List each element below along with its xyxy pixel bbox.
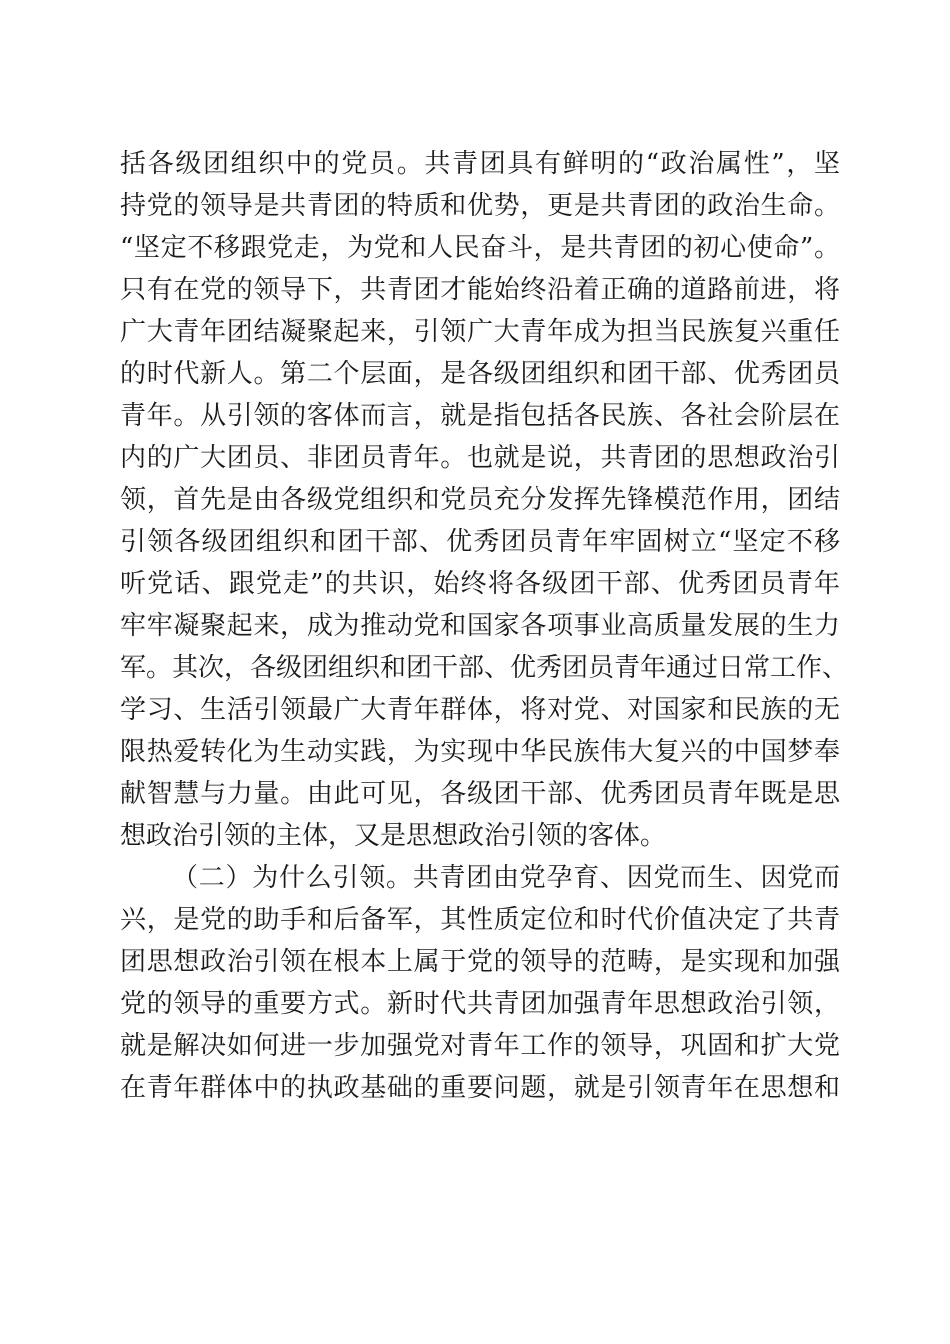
text-line: 广大青年团结凝聚起来，引领广大青年成为担当民族复兴重任 [120, 317, 840, 347]
text-line: 献智慧与力量。由此可见，各级团干部、优秀团员青年既是思 [120, 779, 840, 809]
text-line: 军。其次，各级团组织和团干部、优秀团员青年通过日常工作、 [120, 653, 849, 683]
text-line: “坚定不移跟党走，为党和人民奋斗，是共青团的初心使命”。 [120, 233, 840, 263]
text-line: 青年。从引领的客体而言，就是指包括各民族、各社会阶层在 [120, 401, 840, 431]
text-line: 持党的领导是共青团的特质和优势，更是共青团的政治生命。 [120, 191, 840, 221]
text-line: 领，首先是由各级党组织和党员充分发挥先锋模范作用，团结 [120, 485, 840, 515]
text-line: 限热爱转化为生动实践，为实现中华民族伟大复兴的中国梦奉 [120, 737, 840, 767]
text-line: 的时代新人。第二个层面，是各级团组织和团干部、优秀团员 [120, 359, 840, 389]
text-line: 想政治引领的主体，又是思想政治引领的客体。 [120, 821, 667, 851]
text-line: 引领各级团组织和团干部、优秀团员青年牢固树立“坚定不移 [120, 527, 840, 557]
text-line: 团思想政治引领在根本上属于党的领导的范畴，是实现和加强 [120, 947, 840, 977]
section-heading-line: （二）为什么引领。共青团由党孕育、因党而生、因党而 [172, 863, 840, 893]
text-line: 括各级团组织中的党员。共青团具有鲜明的“政治属性”，坚 [120, 149, 840, 179]
text-line: 听党话、跟党走”的共识，始终将各级团干部、优秀团员青年 [120, 569, 840, 599]
text-line: 内的广大团员、非团员青年。也就是说，共青团的思想政治引 [120, 443, 840, 473]
text-line: 兴，是党的助手和后备军，其性质定位和时代价值决定了共青 [120, 905, 840, 935]
text-line: 在青年群体中的执政基础的重要问题，就是引领青年在思想和 [120, 1073, 840, 1103]
text-line: 学习、生活引领最广大青年群体，将对党、对国家和民族的无 [120, 695, 840, 725]
text-line: 就是解决如何进一步加强党对青年工作的领导，巩固和扩大党 [120, 1031, 840, 1061]
text-line: 党的领导的重要方式。新时代共青团加强青年思想政治引领， [120, 989, 840, 1019]
text-line: 牢牢凝聚起来，成为推动党和国家各项事业高质量发展的生力 [120, 611, 840, 641]
text-line: 只有在党的领导下，共青团才能始终沿着正确的道路前进，将 [120, 275, 840, 305]
